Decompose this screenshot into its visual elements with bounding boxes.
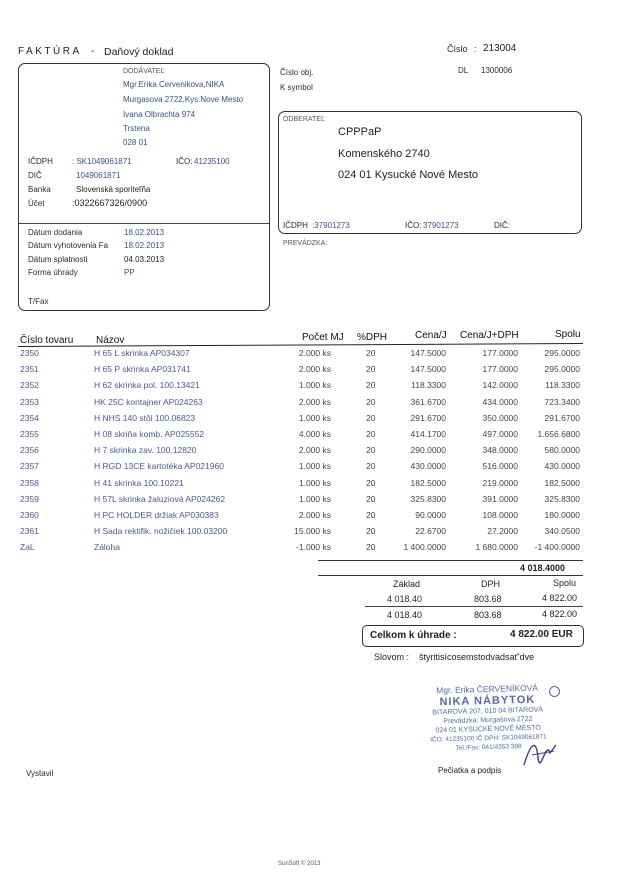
issued-by-label: Vystavil [26,769,54,778]
customer-dic-label: DIČ: [494,221,510,230]
cell-net: 414.1700 [410,429,446,439]
title-dash: - [91,46,95,57]
supplier-name: Mgr.Erika Cervenikova,NIKA [123,80,225,89]
stamp-line-3: BITAROVÁ 207, 010 04 BITAROVÁ [432,706,544,717]
grand-total-value: 4 822.00 EUR [510,629,573,640]
col-header-gross: Cena/J+DPH [460,330,519,341]
cell-net: 1 400.0000 [403,542,446,553]
cell-vat: 20 [366,542,376,553]
cell-sum: 295.0000 [544,348,580,358]
supplier-account: :0322667326/0900 [72,198,148,208]
cell-qty: 1.000 ks [298,477,331,488]
cell-gross: 350.0000 [482,412,518,423]
tfax-label: T/Fax [28,297,49,306]
cell-vat: 20 [366,396,376,407]
col-header-code: Číslo tovaru [20,335,74,346]
cell-name: HK 25C kontajner AP024263 [94,396,203,407]
customer-icdph: :37901273 [312,221,350,230]
cell-code: 2356 [20,445,39,456]
cell-qty: 4.000 ks [298,429,331,439]
cell-net: 118.3300 [411,380,446,391]
cell-vat: 20 [366,445,376,456]
cell-sum: 295.0000 [544,364,580,375]
due-date-label: Dátum splatnosti [28,255,88,264]
invoice-title: FAKTÚRA [18,46,82,57]
stamp-registered-icon [549,686,560,697]
issue-date: 18.02.2013 [124,241,165,250]
summary-base-label: Základ [393,579,421,589]
cell-sum: -1 400.0000 [534,542,580,553]
customer-ico-label: IČO: [405,221,422,230]
delivery-note-label: DL [458,66,469,75]
software-credit: SunSoft © 2013 [278,861,321,867]
cell-name: H RGD 13CE kartotéka AP021960 [94,461,224,472]
cell-vat: 20 [366,493,376,504]
cell-gross: 27.2000 [487,526,518,537]
cell-name: H 57L skrinka žaluziová AP024262 [94,493,226,504]
cell-code: 2360 [20,510,39,520]
cell-qty: 2.000 ks [298,510,331,520]
payment-method-label: Forma úhrady [28,268,78,277]
summary-total-1: 4 822.00 [542,593,578,603]
supplier-address-2: Ivana Olbrachta 974 [123,110,196,119]
cell-sum: 340.0500 [544,526,580,537]
cell-code: 2353 [20,396,39,407]
cell-name: H 62 skrinka pol. 100.13421 [94,380,200,391]
supplier-address-4: 028 01 [123,138,148,147]
cell-net: 90.0000 [415,510,446,520]
cell-net: 290.0000 [410,445,446,456]
cell-name: H Sada rektifik. nožičiek 100.03200 [94,526,228,537]
cell-sum: 180.0000 [544,510,580,520]
supplier-bank-label: Banka [28,185,51,194]
cell-sum: 430.0000 [544,461,580,472]
cell-code: 2352 [20,380,39,391]
cell-code: 2350 [20,348,39,358]
cell-name: H 7 skrinka zav. 100.12820 [94,445,197,456]
cell-qty: 1.000 ks [298,461,331,472]
customer-icdph-label: IČDPH [283,221,308,230]
invoice-subtitle: Daňový doklad [104,46,174,58]
stamp-line-4: Prevádzka: Murgašova 2722 [443,715,533,726]
delivery-note-number: 1300006 [481,66,513,75]
cell-qty: 1.000 ks [298,493,331,504]
supplier-address-3: Trstena [123,124,150,133]
due-date: 04.03.2013 [124,255,165,264]
invoice-number-colon: : [474,44,477,54]
issue-date-label: Dátum vyhotovenia Fa [28,241,109,250]
cell-net: 430.0000 [410,461,446,472]
summary-base-1: 4 018.40 [387,594,423,604]
cell-net: 22.6700 [415,526,446,537]
stamp-line-1: Mgr. Erika ČERVENÍKOVÁ [436,682,539,696]
customer-street: Komenského 2740 [338,148,430,160]
order-number-label: Číslo obj. [280,68,314,77]
table-row [18,526,588,542]
summary-vat-2: 803.68 [474,610,502,620]
cell-qty: 1.000 ks [298,380,331,391]
cell-code: 2354 [20,412,39,423]
table-row [18,494,588,510]
supplier-dic-label: DIČ [28,171,42,180]
items-total: 4 018.4000 [520,563,566,573]
cell-sum: 291.6700 [544,412,580,423]
cell-vat: 20 [366,461,376,472]
cell-vat: 20 [366,526,376,537]
summary-vat-1: 803.68 [474,594,502,604]
supplier-bank: Slovenská sporiteľňa [76,185,151,194]
total-rule-bottom [318,575,583,576]
cell-sum: 325.8300 [544,493,580,504]
cell-sum: 118.3300 [545,380,580,391]
cell-sum: 182.5000 [544,477,580,488]
cell-vat: 20 [366,510,376,520]
cell-gross: 142.0000 [482,380,518,391]
cell-qty: 2.000 ks [298,396,331,407]
table-row [18,348,588,364]
cell-name: H 65 P skrinka AP031741 [94,364,191,375]
supplier-icdph: : SK1049061871 [72,157,132,166]
grand-total-label: Celkom k úhrade : [370,630,457,641]
cell-gross: 516.0000 [482,461,518,472]
table-row [18,413,588,429]
customer-ico: 37901273 [423,221,459,230]
cell-net: 325.8300 [410,493,446,504]
cell-name: H PC HOLDER držiak AP030383 [94,510,219,520]
cell-gross: 177.0000 [482,364,518,375]
cell-code: ZaL [20,542,35,553]
cell-qty: 2.000 ks [298,364,331,375]
cell-code: 2355 [20,429,39,439]
cell-qty: 1.000 ks [298,412,331,423]
cell-code: 2361 [20,526,39,537]
col-header-name: Názov [96,335,125,346]
table-row [18,429,588,445]
cell-name: H NHS 140 stôl 100.06823 [94,412,196,423]
summary-vat-label: DPH [481,579,501,589]
signature-icon [520,735,560,771]
cell-gross: 1 680.0000 [475,542,518,553]
table-row [18,461,588,477]
cell-code: 2351 [20,364,39,375]
table-row [18,478,588,494]
stamp-line-2: NIKA NÁBYTOK [439,693,536,709]
table-row [18,397,588,413]
cell-name: H 08 skriňa komb. AP025552 [94,429,205,439]
col-header-vat: %DPH [357,332,388,343]
cell-net: 147.5000 [410,364,446,375]
delivery-date: 18.02.2013 [124,228,165,237]
cell-gross: 391.0000 [482,493,518,504]
cell-net: 147.5000 [410,348,446,358]
invoice-number: 213004 [483,43,517,54]
cell-vat: 20 [366,412,376,423]
cell-vat: 20 [366,364,376,375]
cell-net: 291.6700 [410,412,446,423]
cell-net: 182.5000 [410,477,446,488]
cell-gross: 348.0000 [482,445,518,456]
supplier-dic: 1049061871 [76,171,121,180]
summary-rule [365,606,583,607]
table-row [18,380,588,396]
cell-vat: 20 [366,429,376,439]
amount-in-words-label: Slovom : [374,652,410,662]
cell-vat: 20 [366,477,376,488]
cell-gross: 177.0000 [482,348,518,358]
supplier-ico: 41235100 [194,157,230,166]
cell-sum: 723.3400 [544,396,580,407]
table-row [18,510,588,526]
invoice-number-label: Číslo [447,44,468,54]
cell-gross: 219.0000 [482,477,518,488]
supplier-icdph-label: IČDPH [28,157,53,166]
summary-total-label: Spolu [553,578,577,588]
cell-code: 2358 [20,477,39,488]
customer-city: 024 01 Kysucké Nové Mesto [338,169,479,181]
cell-gross: 434.0000 [482,396,518,407]
cell-sum: 1.656.6800 [537,429,580,439]
cell-name: H 65 L skrinka AP034307 [94,348,190,358]
supplier-divider [19,223,269,224]
supplier-ico-label: IČO: [176,157,193,166]
table-row [18,364,588,380]
stamp-line-5: 024 01 KYSUCKÉ NOVÉ MESTO [435,724,541,735]
total-rule [318,560,583,561]
stamp-signature-label: Pečiatka a podpis [438,766,502,775]
cell-gross: 497.0000 [482,429,518,439]
cell-qty: -1.000 ks [296,542,331,553]
payment-method: PP [124,268,135,277]
amount-in-words: štyritisícosemstodvadsať'dve [419,652,535,662]
cell-name: H 41 skrinka 100.10221 [94,477,184,488]
cell-qty: 2.000 ks [298,445,331,456]
cell-qty: 15.000 ks [294,526,331,537]
stamp-line-7: Tel./Fax: 041/4353 398 [455,743,522,752]
col-header-net: Cena/J [415,330,447,341]
customer-name: CPPPaP [338,126,382,138]
cell-vat: 20 [366,348,376,358]
cell-code: 2357 [20,461,39,472]
supplier-heading: DODÁVATEĽ [123,68,165,75]
cell-qty: 2.000 ks [298,348,331,358]
col-header-qty: Počet MJ [302,332,344,343]
cell-name: Záloha [94,542,120,553]
stamp-line-6: IČO: 41235100 IČ DPH: SK1049061871 [430,733,547,744]
cell-vat: 20 [366,380,376,391]
supplier-address-1: Murgasova 2722,Kys.Nove Mesto [123,95,244,104]
delivery-date-label: Dátum dodania [28,228,83,237]
supplier-account-label: Účet [28,199,45,208]
cell-sum: 580.0000 [544,445,580,456]
cell-net: 361.6700 [410,396,446,407]
customer-heading: ODBERATEĽ [283,116,325,123]
col-header-sum: Spolu [555,329,581,340]
premises-label: PREVÁDZKA: [283,240,328,247]
cell-gross: 108.0000 [482,510,518,520]
summary-total-2: 4 822.00 [542,609,578,619]
summary-base-2: 4 018.40 [387,610,423,620]
table-row [18,542,588,558]
ksymbol-label: K symbol [280,83,313,92]
table-row [18,445,588,461]
cell-code: 2359 [20,493,39,504]
